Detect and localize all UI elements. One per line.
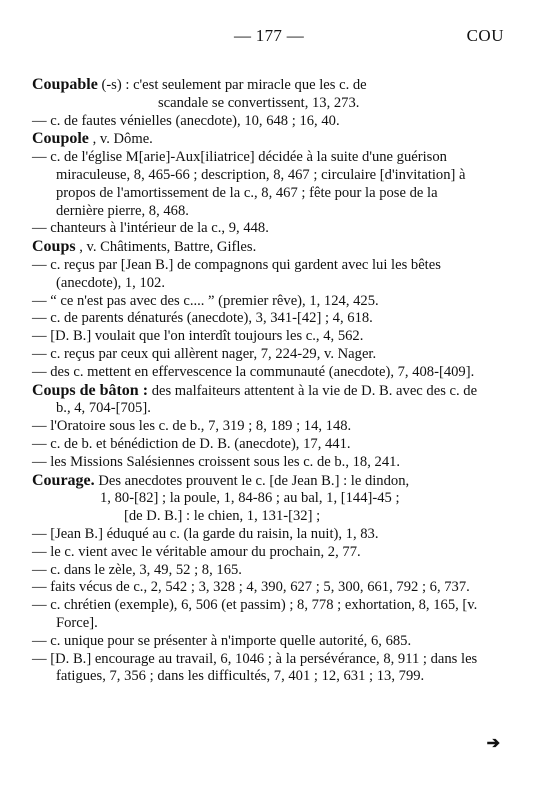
entry-line: — c. de fautes vénielles (anecdote), 10, 648 ; 16, 40. [32,112,340,129]
entry-line: — c. de parents dénaturés (anecdote), 3, 341-[42] ; 4, 618. [32,310,373,327]
entry-courage [32,472,510,491]
running-head: COU [466,26,504,45]
entry-text: Des anecdotes prouvent le c. [de Jean B.] : le dindon, [98,472,410,489]
entry-line: — c. de b. et bénédiction de D. B. (anecdote), 17, 441. [32,435,351,452]
entry-line: — les Missions Salésiennes croissent sous les c. de b., 18, 241. [32,453,401,470]
entry-line: — c. chrétien (exemple), 6, 506 (et passim) ; 8, 778 ; exhortation, 8, 165, [v. Force]. [32,597,478,631]
entry-head: Coups de bâton : [32,381,149,399]
entry-line: — c. dans le zèle, 3, 49, 52 ; 8, 165. [32,561,242,578]
entry-text: des malfaiteurs attentent à la vie de D. B. avec des c. de b., 4, 704-[705]. [56,382,478,417]
entry-line: — le c. vient avec le véritable amour du prochain, 2, 77. [32,543,361,560]
entry-line: — c. reçus par [Jean B.] de compagnons qui gardent avec lui les bêtes (anecdote), 1, 102. [32,256,441,291]
entry-head: Coups [32,238,76,256]
entry-line: 1, 80-[82] ; la poule, 1, 84-86 ; au bal, 1, [144]-45 ; [100,490,400,507]
entry-line: — chanteurs à l'intérieur de la c., 9, 448. [32,220,269,237]
continue-arrow-icon: ➔ [486,735,500,752]
entry-line: — “ ce n'est pas avec des c.... ” (premier rêve), 1, 124, 425. [32,292,379,309]
entry-line: [de D. B.] : le chien, 1, 131-[32] ; [124,508,321,525]
entry-coupable [32,76,510,95]
entry-line: — des c. mettent en effervescence la communauté (anecdote), 7, 408-[409]. [32,363,475,380]
page-number: — 177 — [233,26,305,45]
entry-line: scandale se convertissent, 13, 273. [158,94,360,111]
entry-line: — faits vécus de c., 2, 542 ; 3, 328 ; 4, 390, 627 ; 5, 300, 661, 792 ; 6, 737. [32,579,470,596]
entry-head: Coupole [32,130,89,148]
entry-line: — c. reçus par ceux qui allèrent nager, 7, 224-29, v. Nager. [32,345,377,362]
entry-line: — l'Oratoire sous les c. de b., 7, 319 ; 8, 189 ; 14, 148. [32,418,352,435]
entry-text: (-s) : c'est seulement par miracle que les c. de [101,77,367,93]
entry-line: — c. de l'église M[arie]-Aux[iliatrice] décidée à la suite d'une guérison miraculeuse, 8, 465-66 ; description, 8, 467 ; circulaire [d'invitation] à propos de l'amortissement de la c., 8, 467 ; fête pour la pose de la dernière pierre, 8, 468. [32,149,466,219]
entry-line: — [D. B.] voulait que l'on interdît toujours les c., 4, 562. [32,328,364,345]
index-content [32,76,510,686]
entry-text: , v. Dôme. [92,131,153,148]
entry-line: — c. unique pour se présenter à n'importe quelle autorité, 6, 685. [32,632,412,649]
entry-text: , v. Châtiments, Battre, Gifles. [79,239,257,256]
entry-line: — [Jean B.] éduqué au c. (la garde du raisin, la nuit), 1, 83. [32,525,379,542]
entry-line: — [D. B.] encourage au travail, 6, 1046 ; à la persévérance, 8, 911 ; dans les fatigues, 7, 356 ; dans les difficultés, 7, 401 ; 12, 631 ; 13, 799. [32,650,478,685]
entry-head: Coupable [32,76,98,93]
entry-head: Courage. [32,471,95,489]
entry-coups-de-baton [32,382,486,419]
entry-coupole [32,130,510,149]
entry-coups [32,238,510,257]
